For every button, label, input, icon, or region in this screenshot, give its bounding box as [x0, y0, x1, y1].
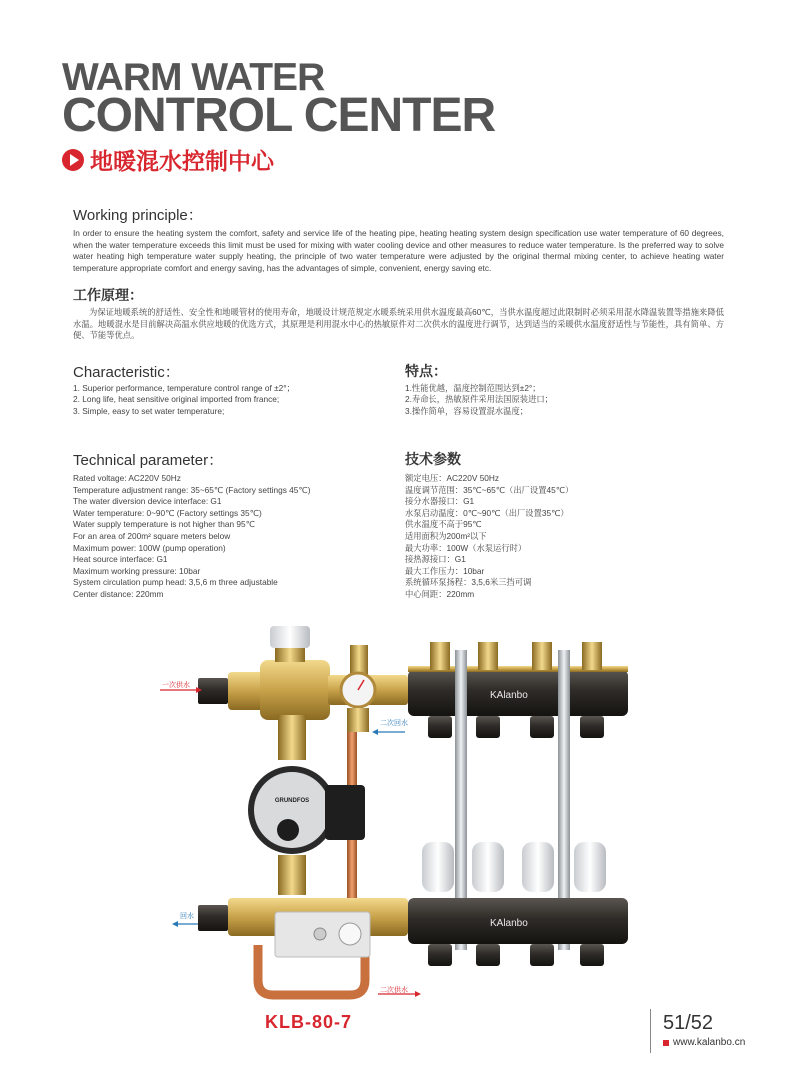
list-item: System circulation pump head: 3,5,6 m three adjustable	[73, 577, 278, 588]
technical-list	[73, 473, 310, 601]
characteristic-heading: Characteristic：	[73, 364, 180, 381]
list-item: Maximum power: 100W (pump operation)	[73, 542, 226, 553]
return-label: 回水	[180, 913, 194, 920]
list-item: 最大功率：100W（水泵运行时）	[405, 542, 527, 553]
list-item: 2. Long life, heat sensitive original imported from france;	[73, 394, 280, 405]
product-illustration	[150, 620, 650, 1010]
working-principle-heading: Working principle：	[73, 207, 203, 224]
list-item: Water temperature: 0~90℃ (Factory settings 35℃)	[73, 507, 262, 518]
list-item: 2.寿命长，热敏原件采用法国原装进口；	[405, 394, 553, 405]
chinese-title-row	[62, 143, 274, 176]
thermometer-fitting	[347, 708, 369, 732]
list-item: 3.操作简单，容易设置混水温度；	[405, 405, 529, 416]
title-line-2: CONTROL CENTER	[62, 89, 496, 142]
model-number: KLB-80-7	[265, 1012, 353, 1032]
actuator-dial	[339, 923, 361, 945]
list-item: 水泵启动温度：0℃~90℃（出厂设置35℃）	[405, 507, 569, 518]
pump-lower-fitting	[278, 855, 306, 895]
website-url: www.kalanbo.cn	[673, 1037, 746, 1048]
list-item: 中心间距：220mm	[405, 588, 475, 599]
list-item: 3. Simple, easy to set water temperature;	[73, 405, 225, 416]
list-item: 1.性能优越，温度控制范围达到±2°；	[405, 383, 541, 393]
footer-divider	[650, 1009, 651, 1053]
thermostatic-head	[270, 626, 310, 648]
list-item: 温度调节范围：35℃~65℃（出厂设置45℃）	[405, 484, 574, 495]
list-item: Rated voltage: AC220V 50Hz	[73, 473, 181, 483]
list-item: 1. Superior performance, temperature control range of ±2°；	[73, 383, 295, 393]
list-item: 额定电压：AC220V 50Hz	[405, 473, 500, 483]
page-number: 51/52	[663, 1012, 714, 1034]
return-fitting	[198, 905, 228, 931]
working-principle-cn-heading: 工作原理：	[73, 287, 143, 303]
primary-supply-label: 一次供水	[162, 682, 190, 689]
list-item: For an area of 200m² square meters below	[73, 530, 231, 541]
working-principle-cn-text: 为保证地暖系统的舒适性、安全性和地暖管材的使用寿命，地暖设计规范规定水暖系统采用供水温度最高60℃，当供水温度超过此限制时必须采用混水降温装置等措施来降低水温。地暖混水是目前解决高温水供应地暖的优选方式，其原理是利用混水中心的热敏原件对二次供水的温度进行调节，达到适当的采暖供水温度舒适性与节能性，具有简单、方便、节能等优点。	[73, 307, 724, 340]
list-item: The water diversion device interface: G1	[73, 496, 222, 507]
brand-logo-bottom: KAlanbo	[490, 918, 528, 929]
technical-cn-list	[405, 473, 573, 601]
pump-brand: GRUNDFOS	[274, 798, 310, 804]
secondary-supply-label: 二次供水	[380, 987, 408, 994]
characteristic-list	[73, 383, 295, 417]
mixing-valve-body	[260, 660, 330, 720]
characteristic-cn-heading: 特点：	[405, 363, 447, 379]
list-item: Heat source interface: G1	[73, 554, 168, 565]
inlet-fitting	[198, 678, 228, 704]
list-item: Water supply temperature is not higher than 95℃	[73, 519, 255, 530]
title-line-1: WARM WATER	[62, 56, 325, 99]
bullet-square-icon	[663, 1040, 669, 1046]
valve-to-pump	[278, 715, 306, 760]
thermometer-stem	[350, 645, 368, 675]
list-item: Center distance: 220mm	[73, 588, 164, 599]
actuator-knob	[314, 928, 326, 940]
list-item: 最大工作压力：10bar	[405, 565, 485, 576]
list-item: 适用面积为200m²以下	[405, 530, 487, 541]
secondary-return-label: 二次回水	[380, 720, 408, 727]
characteristic-cn-list	[405, 383, 553, 417]
brand-logo-top: KAlanbo	[490, 690, 528, 701]
list-item: Maximum working pressure: 10bar	[73, 565, 201, 576]
chinese-title: 地暖混水控制中心	[90, 148, 274, 174]
list-item: 接热源接口：G1	[405, 554, 466, 565]
pump-control-box	[325, 785, 365, 840]
list-item: Temperature adjustment range: 35~65℃ (Factory settings 45℃)	[73, 484, 311, 495]
technical-heading: Technical parameter：	[73, 452, 224, 469]
play-icon	[62, 149, 84, 171]
list-item: 接分水器接口：G1	[405, 496, 475, 507]
list-item: 供水温度不高于95℃	[405, 519, 482, 530]
pump-knob	[277, 819, 299, 841]
technical-cn-heading: 技术参数	[405, 451, 461, 467]
list-item: 系统循环泵扬程：3,5,6米三挡可调	[405, 577, 532, 588]
working-principle-text: In order to ensure the heating system the comfort, safety and service life of the heating pipe, heating heating system design specification use water temperature of 60 degrees, when the water temperature exceeds this limit must be used for mixing with water cooling device and other measures to reduce water temperature. Is the preferred way to solve water heating high temperature water supply heating, the principle of two water temperature were adjusted by the original thermal mixing center, to achieve heating water temperature appropriate comfort and energy saving, has the advantages of simple, convenient, energy saving etc.	[73, 228, 724, 273]
